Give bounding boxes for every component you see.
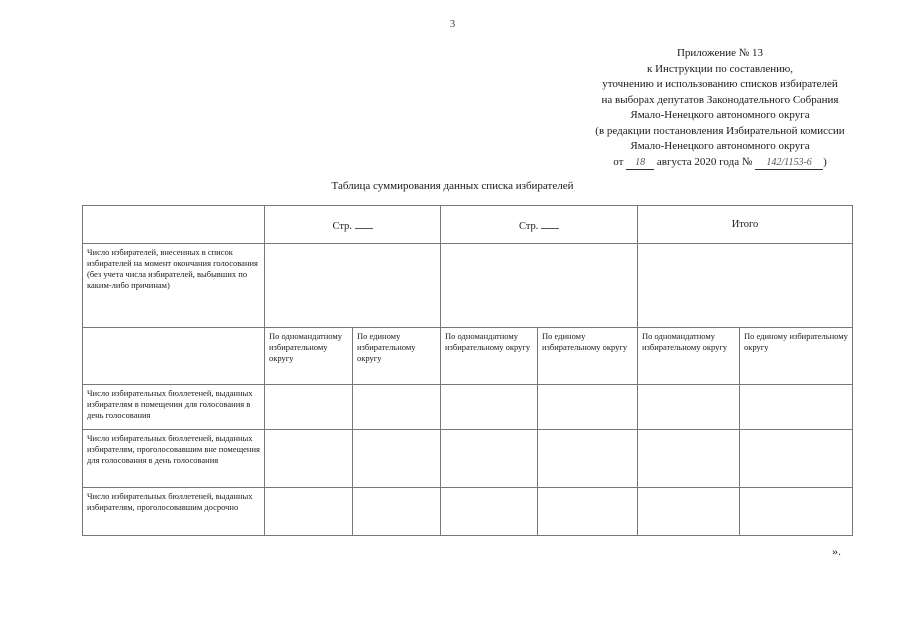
value-cell [441,430,538,488]
value-cell [265,488,353,536]
appendix-line-1: Приложение № 13 [676,47,764,59]
subheader-unified: По единому избирательному округу [740,328,853,385]
row-label: Число избирательных бюллетеней, выданных избирателям, проголосовавшим досрочно [83,488,265,536]
appendix-line-2: к Инструкции по составлению, [646,62,794,75]
header-page-1: Стр. [265,206,441,244]
appendix-header [540,46,900,170]
header-row [83,206,853,244]
subheader-row [83,328,853,385]
header-empty-cell [83,206,265,244]
value-cell [265,244,441,328]
appendix-line-5: Ямало-Ненецкого автономного округа [630,109,810,121]
subheader-single-mandate: По одномандатному избирательному округу [265,328,353,385]
table-row [83,430,853,488]
table-row [83,385,853,430]
appendix-line-7: Ямало-Ненецкого автономного округа [630,140,810,152]
appendix-line-6: (в редакции постановления Избирательной комиссии [595,124,845,137]
subheader-single-mandate: По одномандатному избирательному округу [441,328,538,385]
value-cell [265,430,353,488]
table-row [83,488,853,536]
table-row-total-voters [83,244,853,328]
value-cell [353,488,441,536]
page-number: 3 [449,18,456,30]
value-cell [638,430,740,488]
value-cell [538,385,638,430]
date-prefix: от [613,155,624,168]
value-cell [740,430,853,488]
appendix-date-line [540,155,900,171]
value-cell [265,385,353,430]
handwritten-doc-number: 142/1153-6 [755,157,823,170]
date-suffix: ) [823,155,827,168]
table-title: Таблица суммирования данных списка избирателей [331,180,574,192]
header-total: Итого [638,206,853,244]
subheader-unified: По единому избирательному округу [353,328,441,385]
closing-quote: ». [832,544,841,558]
value-cell [638,385,740,430]
handwritten-day: 18 [626,157,654,170]
value-cell [441,488,538,536]
page-number-blank [355,218,373,229]
subheader-unified: По единому избирательному округу [538,328,638,385]
value-cell [638,488,740,536]
header-page-2: Стр. [441,206,638,244]
value-cell [538,430,638,488]
row-label: Число избирательных бюллетеней, выданных избирателям, проголосовавшим вне помещения для голосования в день голосования [83,430,265,488]
value-cell [740,488,853,536]
date-rest: августа 2020 года № [656,155,753,168]
value-cell [353,385,441,430]
value-cell [441,244,638,328]
value-cell [441,385,538,430]
value-cell [353,430,441,488]
subheader-single-mandate: По одномандатному избирательному округу [638,328,740,385]
value-cell [740,385,853,430]
value-cell [638,244,853,328]
row-label: Число избирательных бюллетеней, выданных избирателям в помещении для голосования в день голосования [83,385,265,430]
appendix-line-3: уточнению и использованию списков избирателей [602,78,838,90]
page-number-blank [541,218,559,229]
appendix-line-4: на выборах депутатов Законодательного Собрания [601,93,839,106]
value-cell [538,488,638,536]
summary-table [82,205,853,536]
row-label: Число избирателей, внесенных в список избирателей на момент окончания голосования (без учета числа избирателей, выбывших по каким-либо причинам) [83,244,265,328]
subheader-empty-cell [83,328,265,385]
